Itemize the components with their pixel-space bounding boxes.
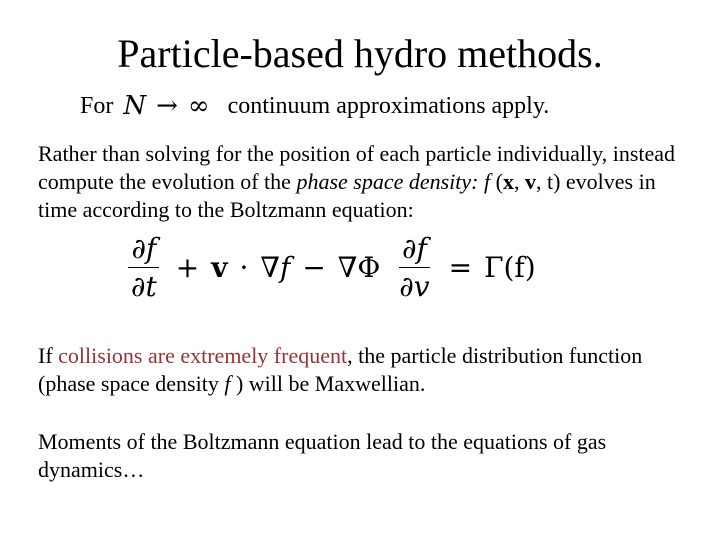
p1-text-a: Rather than solving for the position of each particle individually, instead compute the evolution of the — [38, 141, 676, 194]
p2-highlight: collisions are extremely frequent — [58, 343, 348, 368]
gradient-phi: ∇Φ — [337, 251, 381, 284]
gradient-f: ∇f — [260, 251, 291, 284]
paragraph-collisions — [38, 342, 698, 398]
p2-lead: If — [38, 343, 59, 368]
infinity-symbol: ∞ — [187, 91, 210, 121]
equals-sign: = — [448, 251, 473, 284]
boltzmann-equation — [118, 232, 542, 303]
numerator-df: ∂f — [128, 232, 159, 268]
p2-f: f — [224, 371, 231, 396]
paragraph-phase-space — [38, 140, 698, 224]
plus-sign: + — [175, 251, 200, 284]
collision-term: Γ(f) — [484, 251, 536, 284]
fraction-df-dt — [122, 232, 166, 303]
denominator-dt: ∂t — [131, 270, 157, 303]
p1-comma: , — [513, 169, 525, 194]
velocity-vector: v — [211, 251, 228, 284]
numerator-df2: ∂f — [399, 232, 430, 268]
p2-rest-b: ) will be Maxwellian. — [230, 371, 426, 396]
p1-v: v — [524, 169, 536, 194]
fraction-df-dv — [390, 232, 438, 303]
p1-f: f — [484, 169, 491, 194]
math-var-n: N — [123, 91, 147, 121]
p1-text-b: evolves in time according to the Boltzmann equation: — [38, 169, 656, 222]
denominator-dv: ∂v — [399, 270, 430, 303]
slide-title: Particle-based hydro methods. — [117, 31, 603, 76]
p1-emphasis: phase space density: — [296, 169, 479, 194]
p2-rest-a: , the particle distribution function (phase space density — [38, 343, 643, 396]
p1-close: , t) — [535, 169, 561, 194]
subtitle-prefix: For — [80, 93, 114, 119]
p1-x: x — [502, 169, 514, 194]
p1-open: ( — [490, 169, 503, 194]
slide-subtitle — [80, 86, 549, 126]
arrow-symbol: → — [156, 91, 178, 121]
subtitle-suffix: continuum approximations apply. — [227, 93, 550, 119]
dot-operator: · — [239, 251, 249, 284]
limit-expression — [123, 86, 209, 126]
paragraph-moments: Moments of the Boltzmann equation lead to the equations of gas dynamics… — [38, 429, 607, 482]
minus-sign: − — [302, 251, 326, 284]
